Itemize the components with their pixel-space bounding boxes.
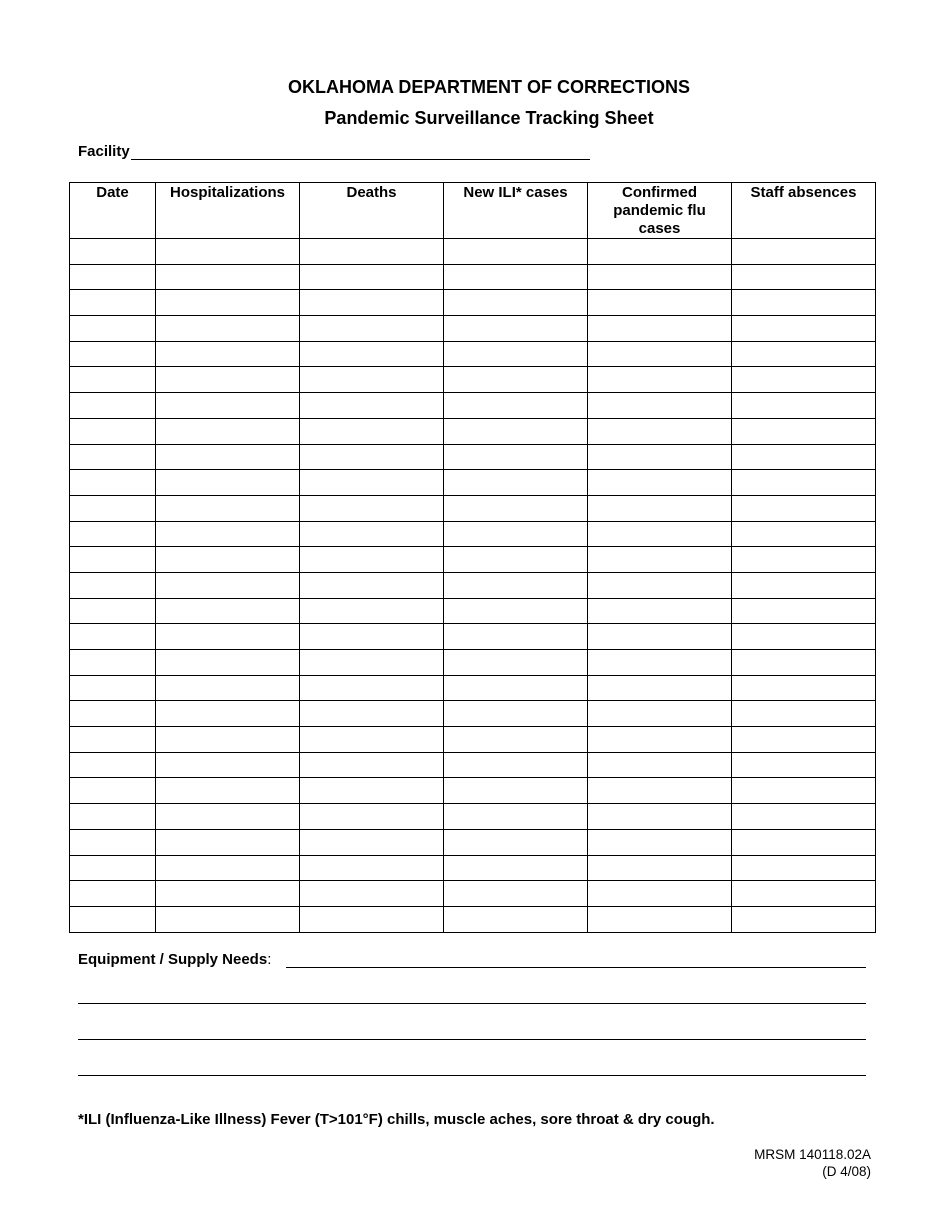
table-cell[interactable] — [70, 547, 156, 573]
table-cell[interactable] — [300, 752, 444, 778]
table-row — [70, 341, 876, 367]
table-cell[interactable] — [300, 778, 444, 804]
table-cell[interactable] — [156, 367, 300, 393]
table-row — [70, 521, 876, 547]
table-cell[interactable] — [156, 495, 300, 521]
table-row — [70, 650, 876, 676]
table-cell[interactable] — [300, 264, 444, 290]
table-cell[interactable] — [70, 701, 156, 727]
table-cell[interactable] — [588, 881, 732, 907]
table-cell[interactable] — [70, 367, 156, 393]
table-cell[interactable] — [588, 906, 732, 932]
table-row — [70, 906, 876, 932]
table-cell[interactable] — [444, 521, 588, 547]
table-cell[interactable] — [70, 521, 156, 547]
table-cell[interactable] — [588, 650, 732, 676]
equipment-label — [78, 951, 271, 968]
table-cell[interactable] — [156, 855, 300, 881]
table-cell[interactable] — [300, 316, 444, 342]
table-row — [70, 624, 876, 650]
table-cell[interactable] — [300, 829, 444, 855]
table-cell[interactable] — [588, 264, 732, 290]
table-cell[interactable] — [732, 547, 876, 573]
table-cell[interactable] — [588, 675, 732, 701]
table-row — [70, 264, 876, 290]
equipment-line-1[interactable] — [286, 967, 866, 968]
table-cell[interactable] — [444, 650, 588, 676]
table-cell[interactable] — [300, 650, 444, 676]
table-cell[interactable] — [70, 881, 156, 907]
table-cell[interactable] — [444, 881, 588, 907]
table-cell[interactable] — [70, 572, 156, 598]
table-cell[interactable] — [444, 290, 588, 316]
table-row — [70, 367, 876, 393]
equipment-label-text: Equipment / Supply Needs — [78, 951, 268, 968]
table-cell[interactable] — [300, 444, 444, 470]
table-cell[interactable] — [732, 495, 876, 521]
table-cell[interactable] — [732, 239, 876, 265]
table-cell[interactable] — [70, 855, 156, 881]
table-cell[interactable] — [70, 393, 156, 419]
table-cell[interactable] — [70, 239, 156, 265]
table-cell[interactable] — [732, 804, 876, 830]
table-cell[interactable] — [444, 804, 588, 830]
table-cell[interactable] — [300, 624, 444, 650]
table-cell[interactable] — [70, 650, 156, 676]
table-cell[interactable] — [444, 367, 588, 393]
table-row — [70, 829, 876, 855]
table-cell[interactable] — [156, 624, 300, 650]
table-cell[interactable] — [70, 727, 156, 753]
table-row — [70, 290, 876, 316]
column-header-hospitalizations: Hospitalizations — [156, 183, 300, 239]
table-cell[interactable] — [156, 881, 300, 907]
column-header-new-ili-cases: New ILI* cases — [444, 183, 588, 239]
table-cell[interactable] — [156, 290, 300, 316]
table-cell[interactable] — [70, 624, 156, 650]
table-cell[interactable] — [732, 701, 876, 727]
table-cell[interactable] — [588, 752, 732, 778]
table-cell[interactable] — [156, 521, 300, 547]
table-cell[interactable] — [444, 393, 588, 419]
table-cell[interactable] — [444, 572, 588, 598]
header-row — [70, 183, 876, 239]
equipment-line-3[interactable] — [78, 1039, 866, 1040]
table-cell[interactable] — [300, 701, 444, 727]
table-cell[interactable] — [156, 701, 300, 727]
table-row — [70, 444, 876, 470]
table-cell[interactable] — [444, 906, 588, 932]
table-cell[interactable] — [588, 239, 732, 265]
table-cell[interactable] — [588, 495, 732, 521]
table-cell[interactable] — [300, 521, 444, 547]
table-cell[interactable] — [732, 598, 876, 624]
table-cell[interactable] — [732, 444, 876, 470]
table-cell[interactable] — [588, 624, 732, 650]
table-cell[interactable] — [300, 393, 444, 419]
table-cell[interactable] — [444, 598, 588, 624]
table-row — [70, 701, 876, 727]
table-cell[interactable] — [732, 752, 876, 778]
table-cell[interactable] — [732, 341, 876, 367]
table-cell[interactable] — [588, 290, 732, 316]
table-cell[interactable] — [732, 650, 876, 676]
table-row — [70, 470, 876, 496]
equipment-line-2[interactable] — [78, 1003, 866, 1004]
column-header-confirmed-pandemic-flu-cases: Confirmed pandemic flu cases — [588, 183, 732, 239]
table-cell[interactable] — [156, 675, 300, 701]
table-cell[interactable] — [444, 264, 588, 290]
table-cell[interactable] — [300, 572, 444, 598]
table-cell[interactable] — [300, 906, 444, 932]
table-cell[interactable] — [732, 778, 876, 804]
table-cell[interactable] — [156, 778, 300, 804]
table-cell[interactable] — [70, 804, 156, 830]
table-cell[interactable] — [588, 547, 732, 573]
table-cell[interactable] — [732, 264, 876, 290]
table-cell[interactable] — [156, 264, 300, 290]
table-row — [70, 752, 876, 778]
table-cell[interactable] — [732, 316, 876, 342]
table-row — [70, 239, 876, 265]
table-cell[interactable] — [588, 470, 732, 496]
table-cell[interactable] — [444, 855, 588, 881]
table-cell[interactable] — [588, 418, 732, 444]
table-cell[interactable] — [588, 804, 732, 830]
table-cell[interactable] — [588, 341, 732, 367]
table-cell[interactable] — [300, 598, 444, 624]
table-cell[interactable] — [156, 572, 300, 598]
table-cell[interactable] — [70, 752, 156, 778]
table-cell[interactable] — [732, 906, 876, 932]
table-cell[interactable] — [300, 239, 444, 265]
column-header-deaths: Deaths — [300, 183, 444, 239]
table-cell[interactable] — [156, 752, 300, 778]
table-cell[interactable] — [70, 316, 156, 342]
table-cell[interactable] — [588, 855, 732, 881]
table-cell[interactable] — [588, 598, 732, 624]
table-cell[interactable] — [588, 701, 732, 727]
facility-label: Facility — [78, 143, 130, 160]
table-row — [70, 881, 876, 907]
table-cell[interactable] — [300, 367, 444, 393]
table-cell[interactable] — [588, 393, 732, 419]
table-row — [70, 572, 876, 598]
table-cell[interactable] — [732, 470, 876, 496]
table-cell[interactable] — [588, 829, 732, 855]
table-cell[interactable] — [70, 829, 156, 855]
table-cell[interactable] — [156, 906, 300, 932]
table-row — [70, 495, 876, 521]
table-cell[interactable] — [156, 470, 300, 496]
table-cell[interactable] — [444, 547, 588, 573]
form-revision-date: (D 4/08) — [822, 1164, 871, 1179]
table-cell[interactable] — [444, 624, 588, 650]
table-cell[interactable] — [156, 727, 300, 753]
table-cell[interactable] — [70, 778, 156, 804]
table-cell[interactable] — [300, 547, 444, 573]
table-cell[interactable] — [732, 855, 876, 881]
table-cell[interactable] — [300, 341, 444, 367]
table-cell[interactable] — [732, 727, 876, 753]
table-cell[interactable] — [588, 316, 732, 342]
agency-title: OKLAHOMA DEPARTMENT OF CORRECTIONS — [288, 77, 690, 97]
table-cell[interactable] — [732, 624, 876, 650]
table-cell[interactable] — [300, 418, 444, 444]
table-cell[interactable] — [300, 675, 444, 701]
table-cell[interactable] — [444, 470, 588, 496]
equipment-line-4[interactable] — [78, 1075, 866, 1076]
table-cell[interactable] — [156, 393, 300, 419]
table-cell[interactable] — [70, 470, 156, 496]
table-cell[interactable] — [300, 470, 444, 496]
table-cell[interactable] — [70, 495, 156, 521]
table-cell[interactable] — [732, 881, 876, 907]
table-cell[interactable] — [156, 418, 300, 444]
table-cell[interactable] — [444, 341, 588, 367]
facility-field[interactable] — [131, 159, 590, 160]
table-cell[interactable] — [588, 367, 732, 393]
table-cell[interactable] — [444, 727, 588, 753]
table-row — [70, 418, 876, 444]
table-cell[interactable] — [732, 521, 876, 547]
table-cell[interactable] — [300, 855, 444, 881]
ili-footnote: *ILI (Influenza-Like Illness) Fever (T>101°F) chills, muscle aches, sore throat & dry cough. — [78, 1111, 715, 1128]
table-row — [70, 547, 876, 573]
form-number — [754, 1146, 871, 1180]
table-cell[interactable] — [70, 341, 156, 367]
table-row — [70, 675, 876, 701]
table-cell[interactable] — [444, 675, 588, 701]
table-cell[interactable] — [444, 418, 588, 444]
table-cell[interactable] — [156, 341, 300, 367]
table-cell[interactable] — [156, 239, 300, 265]
table-cell[interactable] — [300, 495, 444, 521]
column-header-date: Date — [70, 183, 156, 239]
table-cell[interactable] — [300, 727, 444, 753]
table-cell[interactable] — [444, 444, 588, 470]
form-title: Pandemic Surveillance Tracking Sheet — [324, 108, 654, 128]
table-cell[interactable] — [444, 829, 588, 855]
table-cell[interactable] — [732, 572, 876, 598]
table-cell[interactable] — [70, 675, 156, 701]
table-cell[interactable] — [70, 264, 156, 290]
table-cell[interactable] — [588, 778, 732, 804]
table-row — [70, 598, 876, 624]
table-cell[interactable] — [588, 572, 732, 598]
table-cell[interactable] — [70, 906, 156, 932]
table-cell[interactable] — [444, 778, 588, 804]
table-cell[interactable] — [444, 239, 588, 265]
table-cell[interactable] — [732, 418, 876, 444]
equipment-label-colon: : — [267, 951, 272, 968]
table-cell[interactable] — [732, 393, 876, 419]
table-cell[interactable] — [300, 290, 444, 316]
table-cell[interactable] — [156, 444, 300, 470]
table-cell[interactable] — [156, 547, 300, 573]
table-cell[interactable] — [70, 444, 156, 470]
table-row — [70, 855, 876, 881]
table-cell[interactable] — [156, 598, 300, 624]
table-row — [70, 316, 876, 342]
table-row — [70, 778, 876, 804]
table-cell[interactable] — [732, 290, 876, 316]
table-cell[interactable] — [444, 495, 588, 521]
table-cell[interactable] — [444, 316, 588, 342]
table-cell[interactable] — [156, 316, 300, 342]
table-cell[interactable] — [732, 829, 876, 855]
table-cell[interactable] — [300, 804, 444, 830]
table-cell[interactable] — [444, 752, 588, 778]
table-cell[interactable] — [300, 881, 444, 907]
table-cell[interactable] — [588, 727, 732, 753]
table-cell[interactable] — [156, 829, 300, 855]
column-header-staff-absences: Staff absences — [732, 183, 876, 239]
table-row — [70, 727, 876, 753]
table-cell[interactable] — [156, 650, 300, 676]
table-cell[interactable] — [588, 521, 732, 547]
table-cell[interactable] — [70, 598, 156, 624]
tracking-table — [69, 182, 876, 933]
table-cell[interactable] — [70, 290, 156, 316]
table-cell[interactable] — [444, 701, 588, 727]
table-row — [70, 804, 876, 830]
table-row — [70, 393, 876, 419]
table-cell[interactable] — [732, 367, 876, 393]
table-cell[interactable] — [70, 418, 156, 444]
form-code: MRSM 140118.02A — [754, 1147, 871, 1162]
table-cell[interactable] — [732, 675, 876, 701]
table-cell[interactable] — [588, 444, 732, 470]
table-cell[interactable] — [156, 804, 300, 830]
